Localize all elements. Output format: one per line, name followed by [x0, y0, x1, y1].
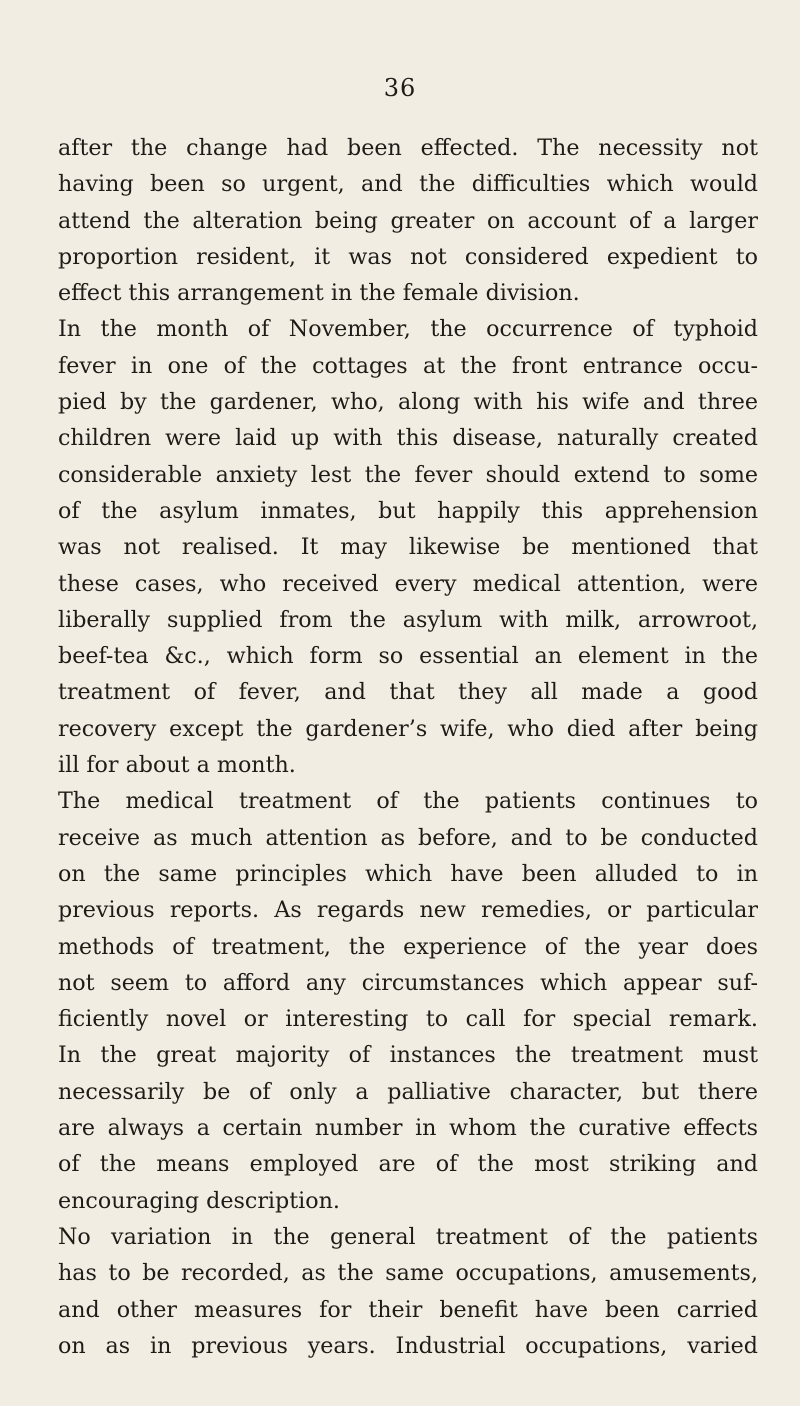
- text-line: and other measures for their benefit have been carried: [58, 1296, 758, 1323]
- text-line: encouraging description.: [58, 1187, 340, 1214]
- text-line: on as in previous years. Industrial occupations, varied: [58, 1332, 758, 1359]
- text-line: are always a certain number in whom the curative effects: [58, 1115, 758, 1142]
- text-line: In the month of November, the occurrence of typhoid: [58, 316, 758, 343]
- text-line: fever in one of the cottages at the front entrance occu-: [58, 352, 758, 379]
- text-line: of the means employed are of the most striking and: [58, 1151, 758, 1178]
- text-line: recovery except the gardener’s wife, who died after being: [58, 715, 758, 742]
- text-line: was not realised. It may likewise be mentioned that: [58, 534, 758, 561]
- text-line: ill for about a month.: [58, 752, 296, 779]
- text-line: effect this arrangement in the female division.: [58, 280, 580, 307]
- text-line: previous reports. As regards new remedies, or particular: [58, 897, 758, 924]
- text-line: methods of treatment, the experience of the year does: [58, 933, 758, 960]
- text-line: The medical treatment of the patients continues to: [58, 788, 758, 815]
- text-line: children were laid up with this disease, naturally created: [58, 425, 758, 452]
- text-line: receive as much attention as before, and to be conducted: [58, 824, 758, 851]
- text-line: these cases, who received every medical attention, were: [58, 570, 758, 597]
- text-line: on the same principles which have been alluded to in: [58, 860, 758, 887]
- text-line: liberally supplied from the asylum with milk, arrowroot,: [58, 606, 758, 633]
- text-line: No variation in the general treatment of the patients: [58, 1223, 758, 1250]
- text-line: considerable anxiety lest the fever should extend to some: [58, 461, 758, 488]
- text-line: attend the alteration being greater on account of a larger: [58, 207, 758, 234]
- text-line: treatment of fever, and that they all made a good: [58, 679, 758, 706]
- text-line: having been so urgent, and the difficulties which would: [58, 171, 758, 198]
- text-line: beef-tea &c., which form so essential an element in the: [58, 643, 758, 670]
- text-line: after the change had been effected. The necessity not: [58, 135, 758, 161]
- text-line: proportion resident, it was not considered expedient to: [58, 243, 758, 270]
- text-line: of the asylum inmates, but happily this apprehension: [58, 497, 758, 524]
- text-line: ficiently novel or interesting to call for special remark.: [58, 1006, 758, 1033]
- text-line: has to be recorded, as the same occupations, amusements,: [58, 1260, 758, 1287]
- text-line: In the great majority of instances the treatment must: [58, 1042, 758, 1069]
- text-line: necessarily be of only a palliative character, but there: [58, 1078, 758, 1105]
- text-line: pied by the gardener, who, along with his wife and three: [58, 389, 758, 416]
- page-number: 36: [383, 74, 417, 102]
- body-text: [58, 130, 758, 1364]
- text-line: not seem to afford any circumstances which appear suf-: [58, 969, 758, 996]
